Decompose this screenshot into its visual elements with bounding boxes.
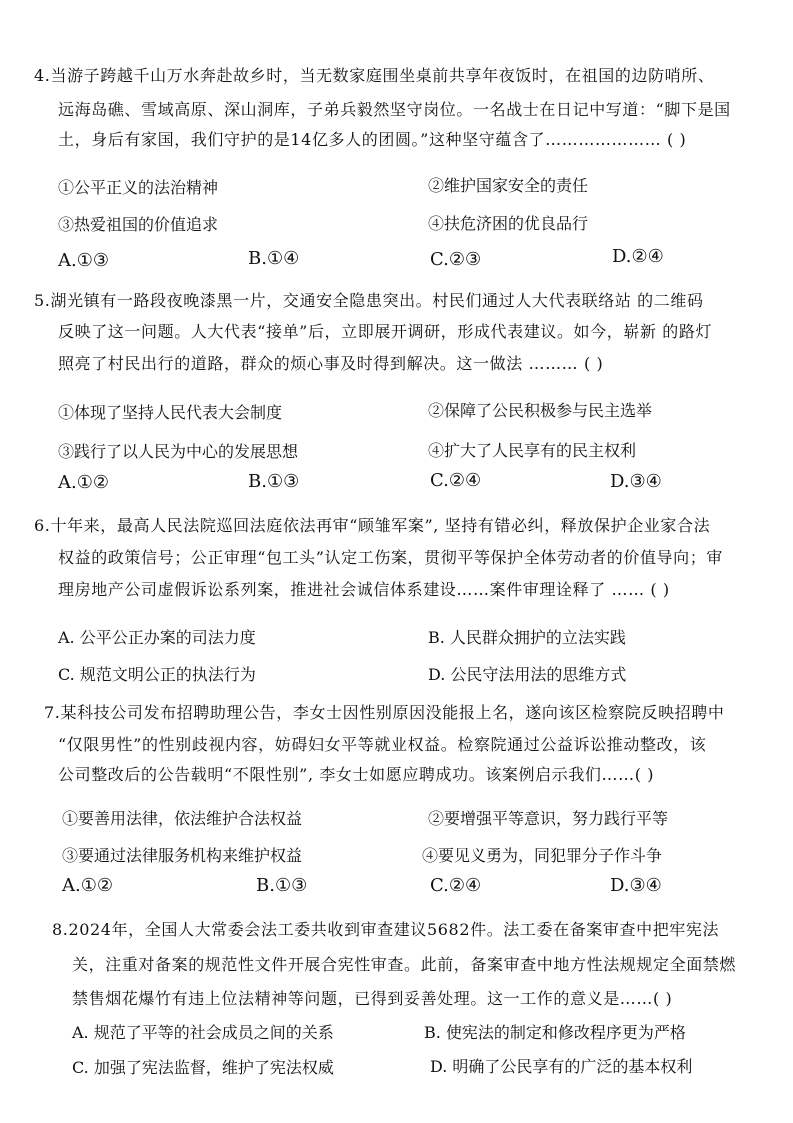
question-8-line-3: 禁售烟花爆竹有违上位法精神等问题，已得到妥善处理。这一工作的意义是……( ) bbox=[72, 989, 673, 1008]
answer-option-b: B.①③ bbox=[256, 875, 308, 896]
answer-option-a: A.①② bbox=[62, 875, 113, 896]
answer-option-d: D. 公民守法用法的思维方式 bbox=[428, 665, 627, 684]
question-8-line-2: 关，注重对备案的规范性文件开展合宪性审查。此前，备案审查中地方性法规规定全面禁燃 bbox=[72, 955, 737, 974]
answer-option-c: C. 加强了宪法监督，维护了宪法权威 bbox=[72, 1058, 334, 1077]
statement-2: ②要增强平等意识，努力践行平等 bbox=[428, 809, 669, 828]
answer-option-a: A. 规范了平等的社会成员之间的关系 bbox=[72, 1023, 334, 1042]
answer-option-b: B.①④ bbox=[248, 248, 300, 269]
question-4-line-3: 土，身后有家国，我们守护的是14亿多人的团圆。”这种坚守蕴含了………………… ( ) bbox=[58, 130, 687, 149]
statement-3: ③要通过法律服务机构来维护权益 bbox=[62, 846, 303, 865]
answer-option-a: A. 公平公正办案的司法力度 bbox=[58, 628, 256, 647]
answer-option-b: B. 人民群众拥护的立法实践 bbox=[428, 628, 626, 647]
statement-1: ①体现了坚持人民代表大会制度 bbox=[58, 403, 283, 422]
statement-2: ②保障了公民积极参与民主选举 bbox=[428, 401, 653, 420]
answer-option-a: A.①② bbox=[58, 472, 109, 493]
question-7-line-1: 7.某科技公司发布招聘助理公告，李女士因性别原因没能报上名，遂向该区检察院反映招聘中 bbox=[44, 703, 725, 722]
statement-2: ②维护国家安全的责任 bbox=[428, 176, 589, 195]
question-6-line-1: 6.十年来，最高人民法院巡回法庭依法再审“顾雏军案”, 坚持有错必纠，释放保护企业家合法 bbox=[34, 516, 711, 535]
answer-option-b: B. 使宪法的制定和修改程序更为严格 bbox=[424, 1023, 686, 1042]
question-8-line-1: 8.2024年，全国人大常委会法工委共收到审查建议5682件。法工委在备案审查中把牢宪法 bbox=[52, 920, 720, 939]
statement-4: ④要见义勇为，同犯罪分子作斗争 bbox=[422, 846, 663, 865]
question-7-line-2: “仅限男性”的性别歧视内容，妨碍妇女平等就业权益。检察院通过公益诉讼推动整改，该 bbox=[58, 735, 707, 754]
statement-3: ③践行了以人民为中心的发展思想 bbox=[58, 442, 299, 461]
question-5-line-3: 照亮了村民出行的道路，群众的烦心事及时得到解决。这一做法 ……… ( ) bbox=[58, 354, 604, 373]
question-5-line-1: 5.湖光镇有一路段夜晚漆黑一片，交通安全隐患突出。村民们通过人大代表联络站 的二维码 bbox=[34, 291, 704, 310]
statement-1: ①要善用法律，依法维护合法权益 bbox=[62, 809, 303, 828]
answer-option-b: B.①③ bbox=[248, 471, 300, 492]
answer-option-c: C. 规范文明公正的执法行为 bbox=[58, 665, 256, 684]
statement-4: ④扶危济困的优良品行 bbox=[428, 214, 589, 233]
question-4-line-1: 4.当游子跨越千山万水奔赴故乡时，当无数家庭围坐桌前共享年夜饭时，在祖国的边防哨所、 bbox=[34, 66, 715, 85]
question-6-line-2: 权益的政策信号；公正审理“包工头”认定工伤案，贯彻平等保护全体劳动者的价值导向；审 bbox=[58, 548, 723, 567]
answer-option-c: C.②④ bbox=[430, 470, 482, 491]
answer-option-d: D.③④ bbox=[610, 471, 662, 492]
answer-option-d: D.③④ bbox=[610, 875, 662, 896]
answer-option-d: D. 明确了公民享有的广泛的基本权利 bbox=[430, 1057, 693, 1076]
question-7-line-3: 公司整改后的公告载明“不限性别”, 李女士如愿应聘成功。该案例启示我们……( ) bbox=[58, 765, 655, 784]
question-4-line-2: 远海岛礁、雪域高原、深山洞库，子弟兵毅然坚守岗位。一名战士在日记中写道：“脚下是国 bbox=[58, 100, 731, 119]
answer-option-d: D.②④ bbox=[612, 246, 664, 267]
answer-option-c: C.②③ bbox=[430, 249, 482, 270]
statement-1: ①公平正义的法治精神 bbox=[58, 178, 219, 197]
statement-3: ③热爱祖国的价值追求 bbox=[58, 215, 219, 234]
answer-option-c: C.②④ bbox=[430, 875, 482, 896]
question-5-line-2: 反映了这一问题。人大代表“接单”后，立即展开调研，形成代表建议。如今，崭新 的路灯 bbox=[58, 322, 713, 341]
answer-option-a: A.①③ bbox=[58, 250, 109, 271]
statement-4: ④扩大了人民享有的民主权利 bbox=[428, 441, 637, 460]
question-6-line-3: 理房地产公司虚假诉讼系列案，推进社会诚信体系建设……案件审理诠释了 …… ( ) bbox=[58, 580, 670, 599]
